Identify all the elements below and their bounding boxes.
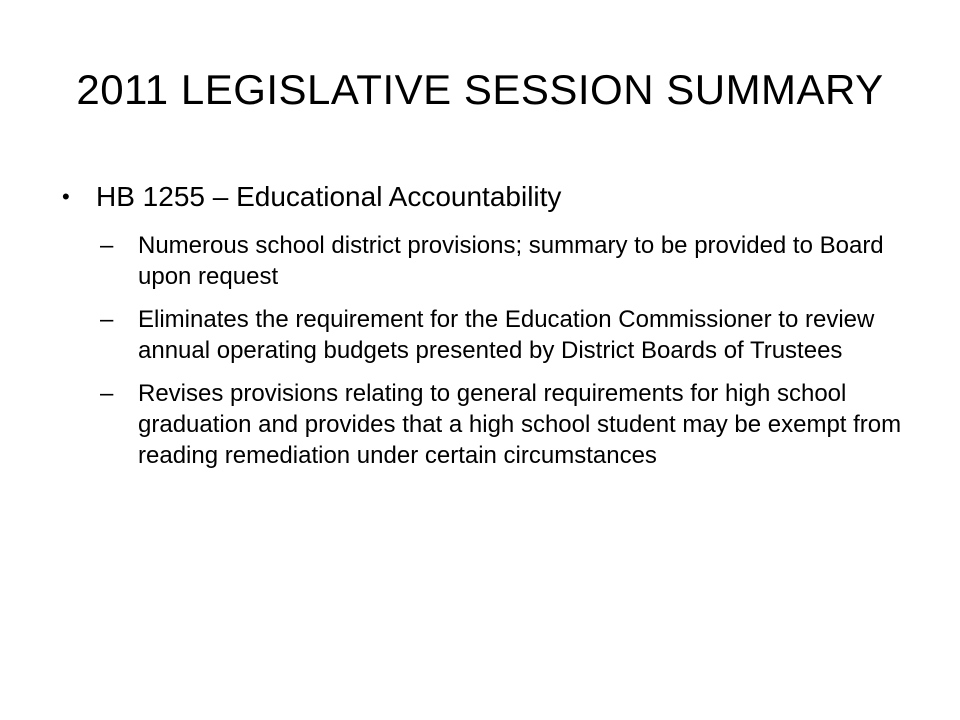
slide-content: [62, 176, 912, 483]
bullet-text: HB 1255 – Educational Accountability: [96, 181, 562, 212]
dash-marker: –: [100, 380, 114, 407]
bullet-marker: •: [62, 184, 70, 209]
slide-title: 2011 LEGISLATIVE SESSION SUMMARY: [76, 66, 884, 113]
sub-bullet-text: Eliminates the requirement for the Education Commissioner to review annual operating budgets presented by District Boards of Trustees: [138, 306, 875, 364]
sub-bullet-item: [62, 304, 912, 366]
sub-bullet-list: [62, 230, 912, 471]
sub-bullet-item: [62, 230, 912, 292]
dash-marker: –: [100, 232, 114, 259]
bullet-item: [62, 176, 912, 218]
dash-marker: –: [100, 306, 114, 333]
sub-bullet-text: Revises provisions relating to general requirements for high school graduation and provides that a high school student may be exempt from reading remediation under certain circumstances: [138, 380, 902, 469]
sub-bullet-item: [62, 378, 912, 471]
sub-bullet-text: Numerous school district provisions; summary to be provided to Board upon request: [138, 232, 884, 290]
